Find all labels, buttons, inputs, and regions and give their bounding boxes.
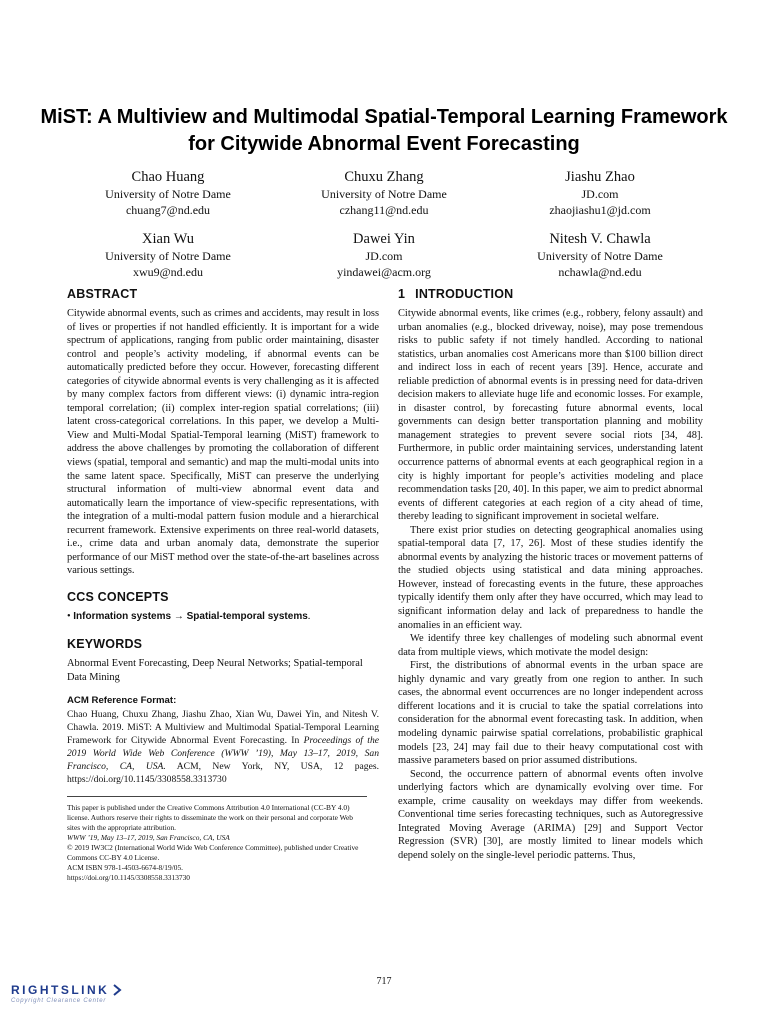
author bbox=[492, 230, 708, 280]
author bbox=[60, 168, 276, 218]
author-name: Nitesh V. Chawla bbox=[549, 231, 651, 247]
section-title: INTRODUCTION bbox=[415, 287, 514, 301]
copyright-line: © 2019 IW3C2 (International World Wide Web Conference Committee), published under Creative Commons CC-BY 4.0 License. bbox=[67, 842, 359, 862]
acm-reference-heading: ACM Reference Format: bbox=[67, 694, 177, 706]
intro-paragraph: Second, the occurrence pattern of abnormal events often involve underlying factors which are dynamically evolving over time. For example, crime causality on weekdays may differ from weekends. Conventional time series forecasting techniques, such as Autoregressive Integrated Moving Average (ARIMA) [29] and Support Vector Regression (SVR) [30], are mostly limited to linear models which depend solely on the single-level periodic patterns. Thus, bbox=[398, 768, 703, 861]
acm-reference-part: Chao Huang, Chuxu Zhang, Jiashu Zhao, Xian Wu, Dawei Yin, and Nitesh V. Chawla. 2019. MiST: A Multiview and Multimodal Spatial-Temporal Learning Framework for Citywide Abnormal Event Forecasting. In bbox=[67, 708, 379, 746]
author-email: xwu9@nd.edu bbox=[132, 264, 204, 279]
license-text: This paper is published under the Creative Commons Attribution 4.0 International (CC-BY 4.0) license. Authors reserve their rights to disseminate the work on their personal and corporate Web sites with the appropriate attribution. bbox=[67, 802, 353, 832]
acm-reference-text bbox=[67, 708, 379, 786]
author-row bbox=[60, 168, 708, 218]
rightslink-logo bbox=[11, 983, 123, 1004]
page-number: 717 bbox=[376, 976, 392, 987]
author bbox=[276, 168, 492, 218]
ccs-concept-end: . bbox=[307, 610, 311, 622]
author-affiliation: University of Notre Dame bbox=[321, 187, 447, 201]
author bbox=[492, 168, 708, 218]
ccs-concept bbox=[67, 610, 379, 624]
intro-paragraph: There exist prior studies on detecting geographical anomalies using spatial-temporal data [7, 17, 26]. Most of these studies identify the abnormal events by analyzing the historic traces or movement patterns of the studied objects using statistical and data mining approaches. However, instead of forecasting events in the future, these approaches typically identify them only after they have occurred, which may lead to significant information delay and lack of preparedness to handle the anomalies in an efficient way. bbox=[398, 524, 703, 631]
right-column bbox=[398, 287, 703, 862]
author-affiliation: University of Notre Dame bbox=[537, 249, 663, 263]
intro-heading bbox=[398, 287, 703, 301]
author-name: Jiashu Zhao bbox=[565, 169, 635, 185]
author-email: yindawei@acm.org bbox=[337, 264, 431, 279]
chevron-right-icon bbox=[111, 984, 123, 996]
isbn-line: ACM ISBN 978-1-4503-6674-8/19/05. bbox=[67, 862, 183, 872]
section-number: 1 bbox=[398, 287, 406, 301]
paper-title: MiST: A Multiview and Multimodal Spatial-Temporal Learning Framework for Citywide Abnormal Event Forecasting bbox=[40, 106, 728, 155]
author-name: Chuxu Zhang bbox=[344, 169, 424, 185]
ccs-heading: CCS CONCEPTS bbox=[67, 589, 169, 604]
conference-line: WWW ’19, May 13–17, 2019, San Francisco, CA, USA bbox=[67, 832, 230, 842]
author-affiliation: JD.com bbox=[581, 187, 619, 201]
author-email: czhang11@nd.edu bbox=[339, 202, 429, 217]
intro-paragraph: Citywide abnormal events, like crimes (e.g., robbery, felony assault) and urban anomalies (e.g., blocked driveway, noise), may pose tremendous risks to public safety if not timely handled. According to national statistics, urban anomalies cost Americans more than $100 billion direct and indirect loss in each of recent years [39]. Hence, accurate and reliable prediction of abnormal events is in pressing need for data-driven decision makers to alleviate huge life and economic losses. For example, in disaster control, by forecasting future abnormal events, local governments can design better transportation planning and mobility management strategies to prevent severe social riots [34, 48]. Furthermore, in public order maintaining services, understanding latent occurrence patterns of abnormal events at each geographical region in a city is highly important for people’s activities modeling and place recommendation tasks [20, 40]. In this paper, we aim to predict abnormal events of different categories at each region of a city ahead of time, thereby leading to significant improvement in societal welfare. bbox=[398, 308, 703, 523]
abstract-heading: ABSTRACT bbox=[67, 287, 138, 301]
intro-paragraph: First, the distributions of abnormal events in the urban space are highly dynamic and vary greatly from one region to anther. In such cases, the abnormal event occurrences are no longer independent across different locations and it is crucial to take the spatial correlations into consideration for the abnormal event forecasting task. In addition, when modeling dynamic pairwise spatial correlations, probabilistic graphical models [23, 24] may fail due to their heavy computational cost with massive parameters based on prior assumed distributions. bbox=[398, 660, 703, 767]
author-affiliation: JD.com bbox=[365, 249, 403, 263]
logo-brand bbox=[11, 983, 123, 997]
author bbox=[276, 230, 492, 280]
bullet: • bbox=[67, 610, 71, 622]
author-affiliation: University of Notre Dame bbox=[105, 249, 231, 263]
author bbox=[60, 230, 276, 280]
keywords-text: Abnormal Event Forecasting, Deep Neural Networks; Spatial-temporal Data Mining bbox=[67, 658, 363, 683]
author-name: Dawei Yin bbox=[353, 231, 415, 247]
logo-subtitle: Copyright Clearance Center bbox=[11, 998, 107, 1004]
author-name: Chao Huang bbox=[131, 169, 205, 185]
intro-paragraph: We identify three key challenges of modeling such abnormal event data from multiple views, which motivate the model design: bbox=[398, 633, 703, 658]
acm-reference-part: ACM, New York, NY, USA, 12 pages. https://doi.org/10.1145/3308558.3313730 bbox=[67, 760, 379, 785]
author-email: chuang7@nd.edu bbox=[125, 202, 211, 217]
author-email: nchawla@nd.edu bbox=[558, 264, 642, 279]
acm-reference-venue: Proceedings of the 2019 World Wide Web Conference (WWW ’19), May 13–17, 2019, San Francisco, CA, USA. bbox=[67, 734, 379, 772]
author-row bbox=[60, 230, 708, 280]
abstract-text: Citywide abnormal events, such as crimes and accidents, may result in loss of lives or properties if not handled efficiently. It is important for a wide spectrum of applications, ranging from public order maintaining, disaster control and people’s activity modeling, if abnormal events can be automatically predicted before they occur. However, forecasting different categories of citywide abnormal events is very challenging as it is affected by many complex factors from different views: (i) dynamic intra-region temporal correlation; (ii) complex inter-region spatial correlations; (iii) latent cross-categorical correlations. In this paper, we develop a Multi-View and Multi-Modal Spatial-Temporal learning (MiST) framework to address the above challenges by promoting the collaboration of different views (spatial, temporal and semantic) and map the multi-modal units into the same latent space. Specifically, MiST can preserve the underlying structural information of multi-view abnormal event data and automatically learn the importance of view-specific representations, with the integration of a multi-modal pattern fusion module and a hierarchical recurrent framework. Extensive experiments on three real-world datasets, i.e., crime data and urban anomaly data, demonstrate the superior performance of our MiST method over the state-of-the-art baselines across various settings. bbox=[67, 308, 379, 577]
author-name: Xian Wu bbox=[142, 231, 194, 247]
ccs-concept-text: Information systems → Spatial-temporal systems bbox=[73, 610, 308, 622]
author-affiliation: University of Notre Dame bbox=[105, 187, 231, 201]
license-block bbox=[67, 796, 367, 883]
keywords-heading: KEYWORDS bbox=[67, 637, 143, 652]
doi-line: https://doi.org/10.1145/3308558.3313730 bbox=[67, 872, 190, 882]
author-email: zhaojiashu1@jd.com bbox=[549, 202, 651, 217]
author-block bbox=[60, 168, 708, 292]
logo-text: RIGHTSLINK bbox=[11, 983, 110, 997]
left-column bbox=[67, 287, 379, 883]
